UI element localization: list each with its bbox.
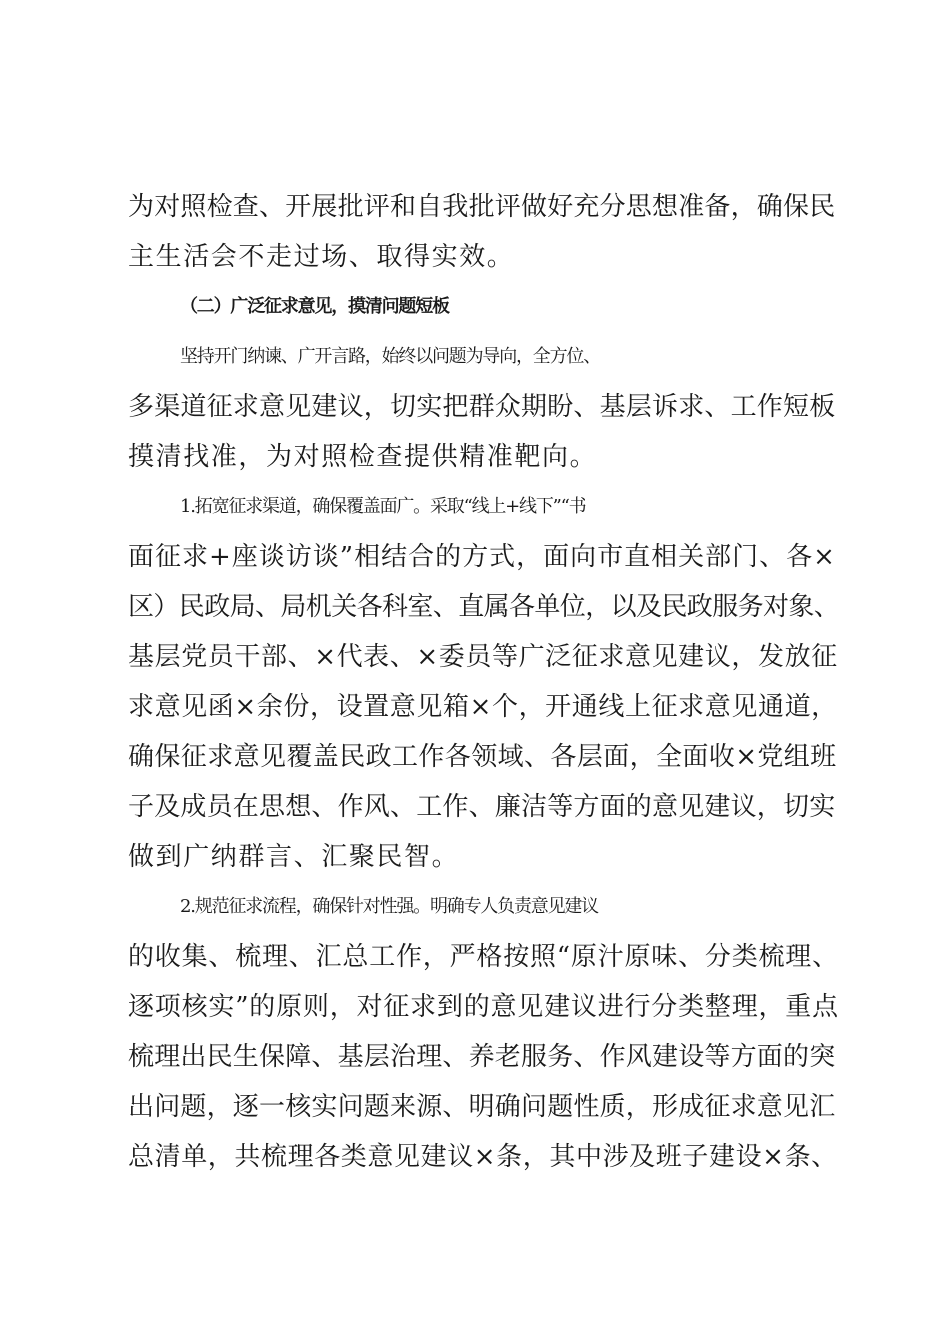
paragraph-line: 2.规范征求流程，确保针对性强。明确专人负责意见建议 [180,896,598,917]
paragraph-line: 坚持开门纳谏、广开言路，始终以问题为导向，全方位、 [180,346,600,367]
paragraph-line: 多渠道征求意见建议，切实把群众期盼、基层诉求、工作短板 [128,392,836,422]
paragraph-line: 逐项核实”的原则，对征求到的意见建议进行分类整理，重点 [128,992,839,1022]
paragraph-line: 做到广纳群言、汇聚民智。 [128,842,460,872]
section-heading: （二）广泛征求意见，摸清问题短板 [180,296,449,317]
paragraph-line: 主生活会不走过场、取得实效。 [128,242,515,272]
paragraph-line: 区）民政局、局机关各科室、直属各单位，以及民政服务对象、 [128,592,840,622]
paragraph-line: 为对照检查、开展批评和自我批评做好充分思想准备，确保民 [128,192,836,222]
paragraph-line: 求意见函×余份，设置意见箱×个，开通线上征求意见通道， [128,692,838,722]
paragraph-line: 子及成员在思想、作风、工作、廉洁等方面的意见建议，切实 [128,792,836,822]
paragraph-line: 的收集、梳理、汇总工作，严格按照“原汁原味、分类梳理、 [128,942,839,972]
paragraph-line: 基层党员干部、×代表、×委员等广泛征求意见建议，发放征 [128,642,838,672]
paragraph-line: 梳理出民生保障、基层治理、养老服务、作风建设等方面的突 [128,1042,836,1072]
paragraph-line: 确保征求意见覆盖民政工作各领域、各层面，全面收×党组班 [128,742,837,772]
paragraph-line: 1.拓宽征求渠道，确保覆盖面广。采取“线上+线下”“书 [180,496,586,517]
paragraph-line: 面征求+座谈访谈”相结合的方式，面向市直相关部门、各× [128,542,836,572]
paragraph-line: 摸清找准，为对照检查提供精准靶向。 [128,442,598,472]
paragraph-line: 出问题，逐一核实问题来源、明确问题性质，形成征求意见汇 [128,1092,836,1122]
paragraph-line: 总清单，共梳理各类意见建议×条，其中涉及班子建设×条、 [128,1142,838,1172]
